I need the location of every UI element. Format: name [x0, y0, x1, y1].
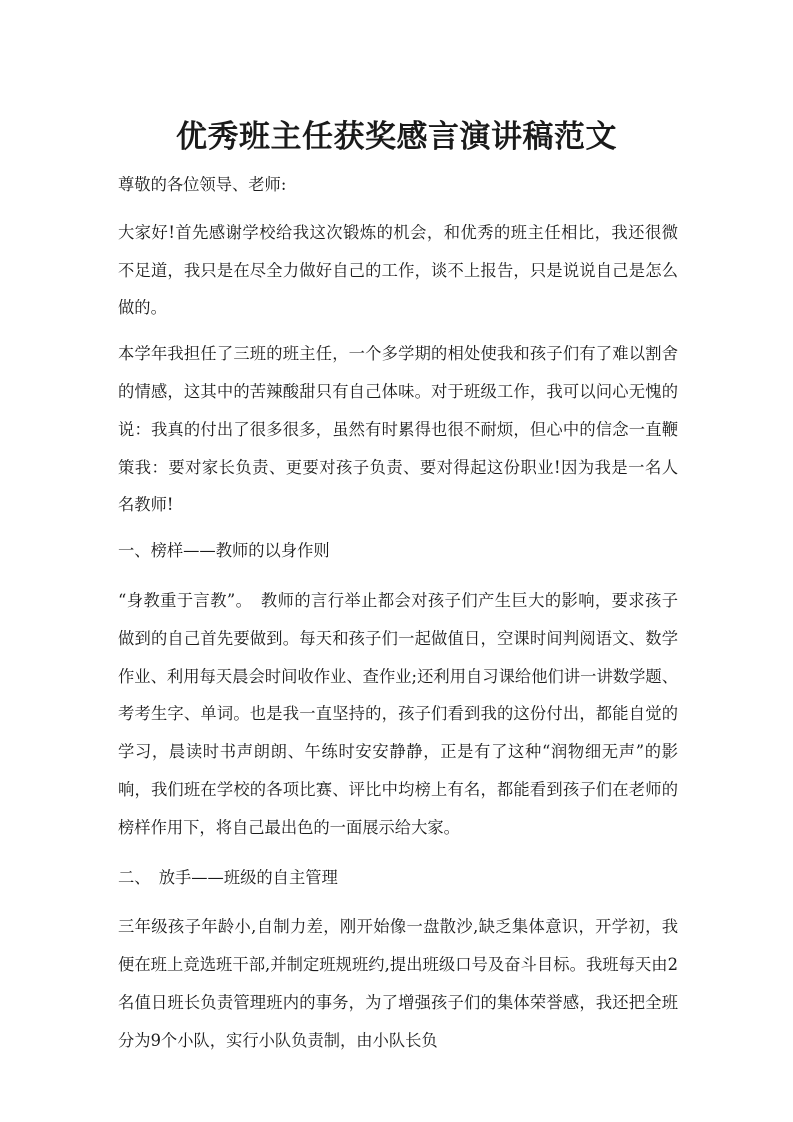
- role-model-paragraph: “身教重于言教”。 教师的言行举止都会对孩子们产生巨大的影响，要求孩子做到的自己首先要做到。每天和孩子们一起做值日，空课时间判阅语文、数学作业、利用每天晨会时间收作业、查作业;还利用自习课给他们讲一讲数学题、考考生字、单词。也是我一直坚持的，孩子们看到我的这份付出，都能自觉的学习，晨读时书声朗朗、午练时安安静静，正是有了这种“润物细无声”的影响，我们班在学校的各项比赛、评比中均榜上有名，都能看到孩子们在老师的榜样作用下，将自己最出色的一面展示给大家。: [118, 590, 678, 837]
- opening-paragraph: 大家好!首先感谢学校给我这次锻炼的机会，和优秀的班主任相比，我还很微不足道，我只是在尽全力做好自己的工作，谈不上报告，只是说说自己是怎么做的。: [118, 222, 678, 318]
- section-heading-role-model: 一、榜样——教师的以身作则: [118, 541, 330, 561]
- self-management-paragraph: 三年级孩子年龄小,自制力差，刚开始像一盘散沙,缺乏集体意识，开学初，我便在班上竞选班干部,并制定班规班约,提出班级口号及奋斗目标。我班每天由2名值日班长负责管理班内的事务，为了增强孩子们的集体荣誉感，我还把全班分为9个小队，实行小队负责制，由小队长负: [118, 917, 678, 1050]
- document-body: [118, 166, 678, 1060]
- document-title: 优秀班主任获奖感言演讲稿范文: [176, 118, 617, 155]
- greeting-paragraph: 尊敬的各位领导、老师:: [118, 175, 287, 194]
- role-paragraph: 本学年我担任了三班的班主任，一个多学期的相处使我和孩子们有了难以割舍的情感，这其中的苦辣酸甜只有自己体味。对于班级工作，我可以问心无愧的说：我真的付出了很多很多，虽然有时累得也很不耐烦，但心中的信念一直鞭策我：要对家长负责、更要对孩子负责、要对得起这份职业!因为我是一名人名教师!: [118, 344, 678, 515]
- section-heading-self-management: 二、 放手——班级的自主管理: [118, 867, 338, 887]
